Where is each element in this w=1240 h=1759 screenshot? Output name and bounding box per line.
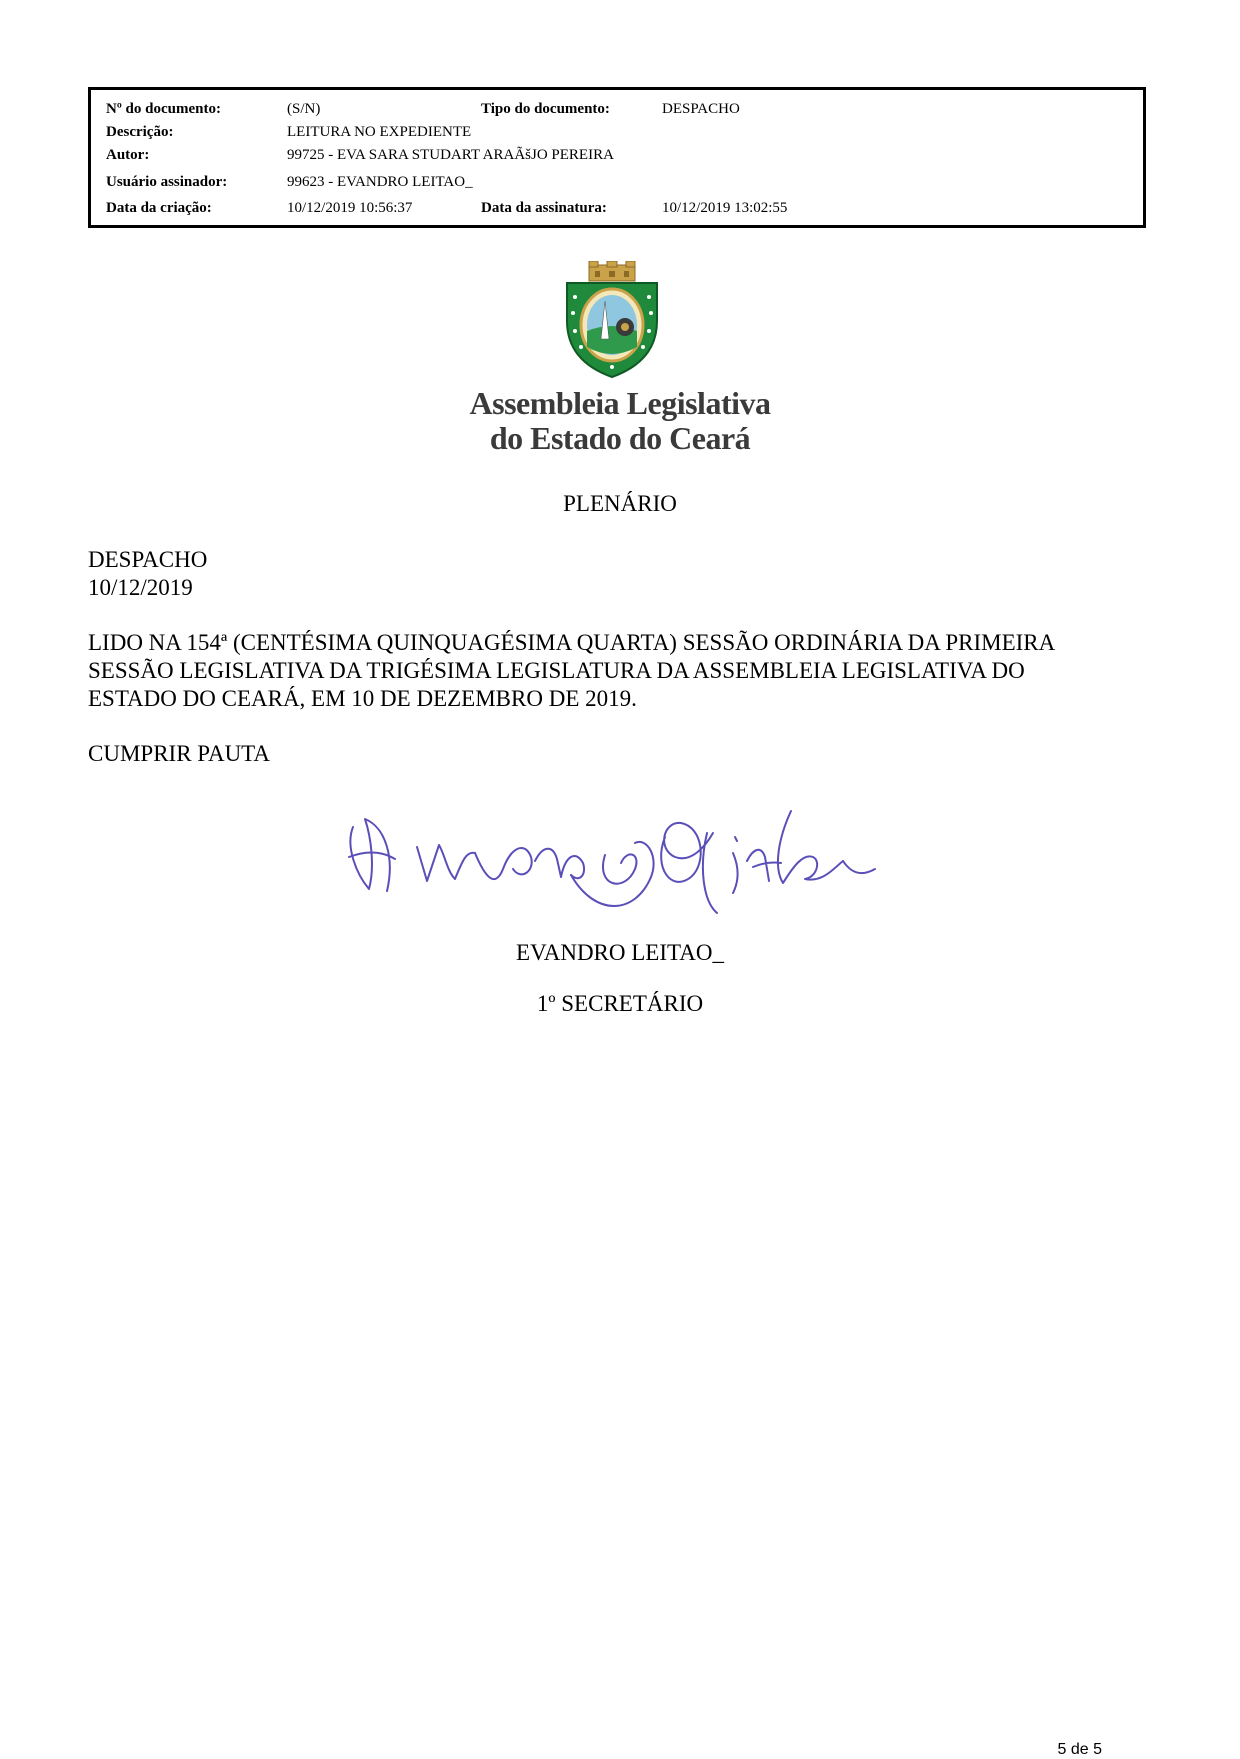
dispatch-text-line3: ESTADO DO CEARÁ, EM 10 DE DEZEMBRO DE 2019. (88, 686, 637, 711)
coat-of-arms-ceara-icon (561, 261, 663, 379)
signer-title: 1º SECRETÁRIO (536, 991, 704, 1016)
dispatch-date: 10/12/2019 (88, 575, 193, 600)
handwritten-signature (335, 797, 900, 921)
page-number: 5 de 5 (1057, 1741, 1102, 1758)
signer-value: 99623 - EVANDRO LEITAO_ (287, 174, 473, 190)
metadata-row-signer (91, 174, 1143, 196)
created-value: 10/12/2019 10:56:37 (287, 200, 413, 216)
signer-name: EVANDRO LEITAO_ (516, 940, 724, 965)
doc-type-label: Tipo do documento: (481, 101, 610, 117)
plenary-heading: PLENÁRIO (563, 491, 677, 516)
org-name-line1: Assembleia Legislativa (469, 385, 771, 421)
metadata-row-number-type (91, 101, 1143, 123)
description-label: Descrição: (106, 124, 174, 140)
signer-label: Usuário assinador: (106, 174, 228, 190)
description-value: LEITURA NO EXPEDIENTE (287, 124, 472, 140)
metadata-row-author (91, 147, 1143, 169)
metadata-row-dates (91, 200, 1143, 222)
dispatch-label: DESPACHO (88, 547, 208, 572)
dispatch-text-line1: LIDO NA 154ª (CENTÉSIMA QUINQUAGÉSIMA QUARTA) SESSÃO ORDINÁRIA DA PRIMEIRA (88, 630, 1056, 655)
document-metadata-box (88, 87, 1146, 228)
dispatch-text-line2: SESSÃO LEGISLATIVA DA TRIGÉSIMA LEGISLATURA DA ASSEMBLEIA LEGISLATIVA DO (88, 658, 1025, 683)
author-value: 99725 - EVA SARA STUDART ARAÃšJO PEREIRA (287, 147, 614, 163)
org-name-line2: do Estado do Ceará (489, 420, 751, 456)
signed-value: 10/12/2019 13:02:55 (662, 200, 788, 216)
signed-label: Data da assinatura: (481, 200, 607, 216)
doc-type-value: DESPACHO (662, 101, 740, 117)
metadata-row-description (91, 124, 1143, 146)
created-label: Data da criação: (106, 200, 212, 216)
instruction-text: CUMPRIR PAUTA (88, 741, 271, 766)
author-label: Autor: (106, 147, 150, 163)
doc-number-label: Nº do documento: (106, 101, 221, 117)
doc-number-value: (S/N) (287, 101, 321, 117)
